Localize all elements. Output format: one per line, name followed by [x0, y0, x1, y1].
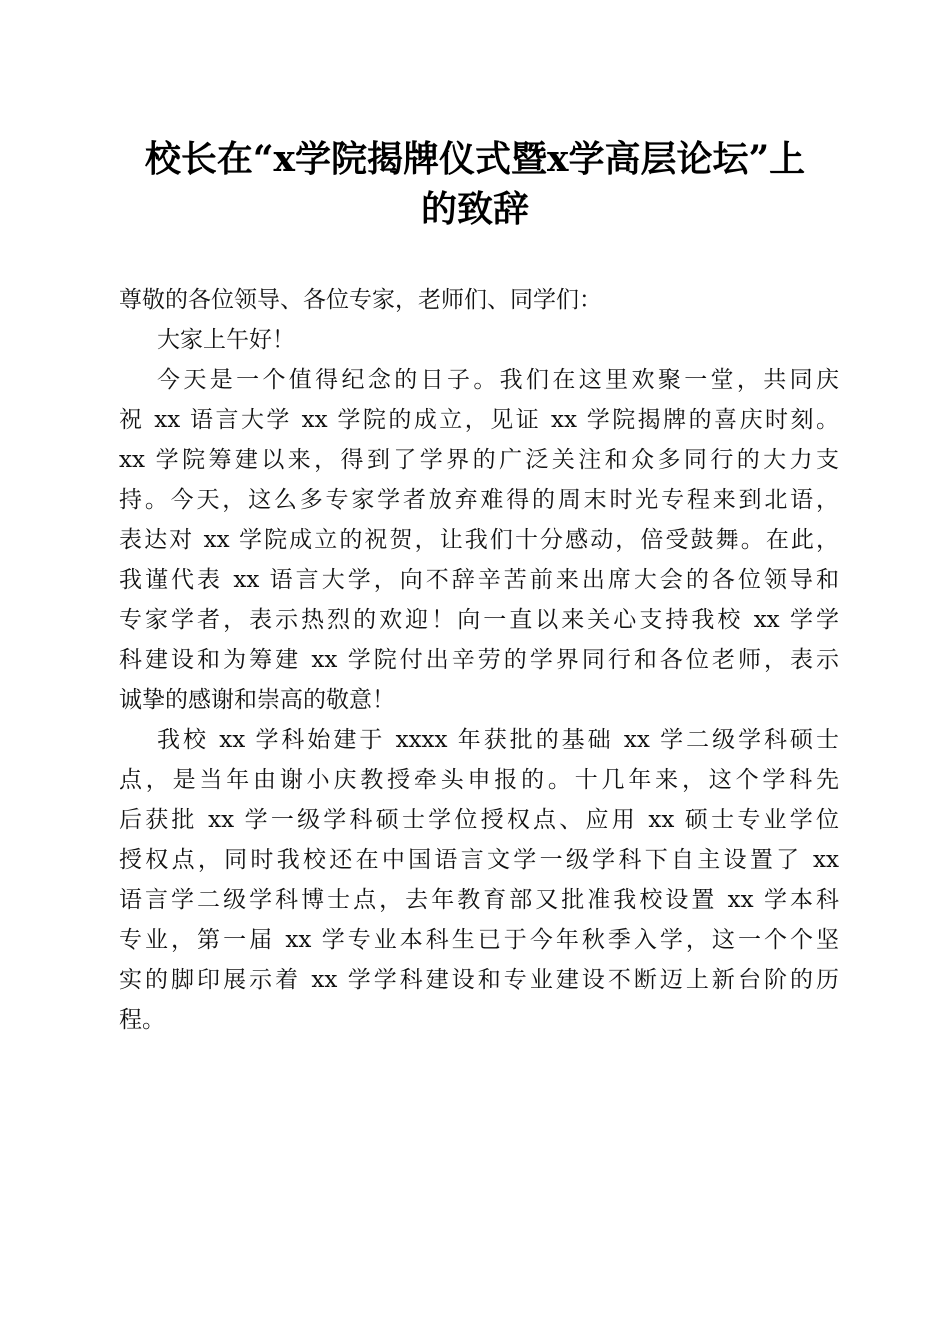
paragraph-line: 诚挚的感谢和崇高的敬意！	[119, 687, 395, 713]
document-body	[119, 280, 839, 1040]
paragraph-line: 语言学二级学科博士点，去年教育部又批准我校设置 xx 学本科	[119, 887, 839, 913]
paragraph-line: 后获批 xx 学一级学科硕士学位授权点、应用 xx 硕士专业学位	[119, 807, 839, 833]
document-title	[100, 134, 850, 234]
paragraph-line: 表达对 xx 学院成立的祝贺，让我们十分感动，倍受鼓舞。在此，	[119, 527, 839, 553]
paragraph-line: 专家学者，表示热烈的欢迎！向一直以来关心支持我校 xx 学学	[119, 607, 839, 633]
paragraph-line: 点，是当年由谢小庆教授牵头申报的。十几年来，这个学科先	[119, 767, 839, 793]
paragraph-line: 科建设和为筹建 xx 学院付出辛劳的学界同行和各位老师，表示	[119, 647, 839, 673]
title-line: 校长在“x学院揭牌仪式暨x学高层论坛”上	[144, 138, 806, 180]
title-line: 的致辞	[420, 188, 529, 230]
paragraph-2	[119, 720, 839, 1040]
paragraph-line: 祝 xx 语言大学 xx 学院的成立，见证 xx 学院揭牌的喜庆时刻。	[119, 407, 839, 433]
paragraph-line: 今天是一个值得纪念的日子。我们在这里欢聚一堂，共同庆	[157, 367, 839, 393]
paragraph-line: 程。	[119, 1007, 165, 1033]
salutation: 尊敬的各位领导、各位专家，老师们、同学们：	[119, 287, 602, 313]
paragraph-line: 持。今天，这么多专家学者放弃难得的周末时光专程来到北语，	[119, 487, 839, 513]
greeting: 大家上午好！	[157, 327, 295, 353]
paragraph-line: 实的脚印展示着 xx 学学科建设和专业建设不断迈上新台阶的历	[119, 967, 839, 993]
paragraph-line: 专业，第一届 xx 学专业本科生已于今年秋季入学，这一个个坚	[119, 927, 839, 953]
paragraph-line: 授权点，同时我校还在中国语言文学一级学科下自主设置了 xx	[119, 847, 839, 873]
paragraph-line: 我校 xx 学科始建于 xxxx 年获批的基础 xx 学二级学科硕士	[157, 727, 839, 753]
paragraph-1	[119, 360, 839, 720]
paragraph-line: 我谨代表 xx 语言大学，向不辞辛苦前来出席大会的各位领导和	[119, 567, 839, 593]
paragraph-line: xx 学院筹建以来，得到了学界的广泛关注和众多同行的大力支	[119, 447, 839, 473]
